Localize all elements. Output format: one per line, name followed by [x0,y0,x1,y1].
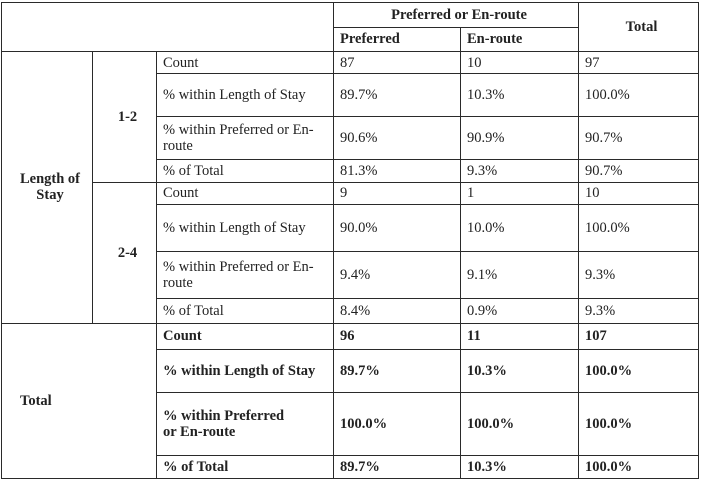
enroute-column-header: En-route [461,27,579,52]
total-block-label: Total [2,323,157,478]
preferred-cell: 8.4% [334,299,461,324]
enroute-cell: 10.3% [461,456,579,479]
stat-label: Count [157,52,334,74]
stat-label: % within Length of Stay [157,205,334,252]
total-cell: 100.0% [579,350,699,393]
preferred-cell: 89.7% [334,456,461,479]
preferred-cell: 100.0% [334,393,461,456]
table-row [2,323,699,350]
total-cell: 97 [579,52,699,74]
enroute-cell: 10.3% [461,350,579,393]
preferred-cell: 89.7% [334,74,461,117]
preferred-cell: 90.6% [334,117,461,160]
total-cell: 9.3% [579,252,699,299]
group-header: Preferred or En-route [334,3,579,28]
enroute-cell: 90.9% [461,117,579,160]
enroute-cell: 10 [461,52,579,74]
total-cell: 9.3% [579,299,699,324]
preferred-cell: 96 [334,323,461,350]
preferred-column-header: Preferred [334,27,461,52]
total-cell: 100.0% [579,393,699,456]
preferred-cell: 90.0% [334,205,461,252]
stat-label: % within Preferred or En-route [157,252,334,299]
header-row-1 [2,3,699,28]
total-cell: 90.7% [579,117,699,160]
total-cell: 100.0% [579,74,699,117]
stat-label: % of Total [157,299,334,324]
stat-label: Count [157,323,334,350]
stat-label: % within Length of Stay [157,350,334,393]
corner-cell [2,3,334,52]
crosstab-table [1,2,699,479]
row-group-label: Length of Stay [2,52,93,324]
block-label: 2-4 [93,182,157,323]
stat-label: % of Total [157,160,334,182]
total-cell: 107 [579,323,699,350]
total-cell: 90.7% [579,160,699,182]
enroute-cell: 9.3% [461,160,579,182]
stat-label: % within Length of Stay [157,74,334,117]
enroute-cell: 100.0% [461,393,579,456]
preferred-cell: 9.4% [334,252,461,299]
enroute-cell: 1 [461,182,579,204]
total-cell: 100.0% [579,205,699,252]
enroute-cell: 10.3% [461,74,579,117]
total-column-header: Total [579,3,699,52]
stat-label: % within Preferred or En-route [157,393,334,456]
enroute-cell: 0.9% [461,299,579,324]
enroute-cell: 9.1% [461,252,579,299]
table-row [2,182,699,204]
block-label: 1-2 [93,52,157,183]
stat-label: Count [157,182,334,204]
enroute-cell: 11 [461,323,579,350]
preferred-cell: 81.3% [334,160,461,182]
preferred-cell: 9 [334,182,461,204]
total-cell: 100.0% [579,456,699,479]
preferred-cell: 87 [334,52,461,74]
table-row [2,52,699,74]
enroute-cell: 10.0% [461,205,579,252]
total-cell: 10 [579,182,699,204]
stat-label: % within Preferred or En-route [157,117,334,160]
stat-label: % of Total [157,456,334,479]
preferred-cell: 89.7% [334,350,461,393]
